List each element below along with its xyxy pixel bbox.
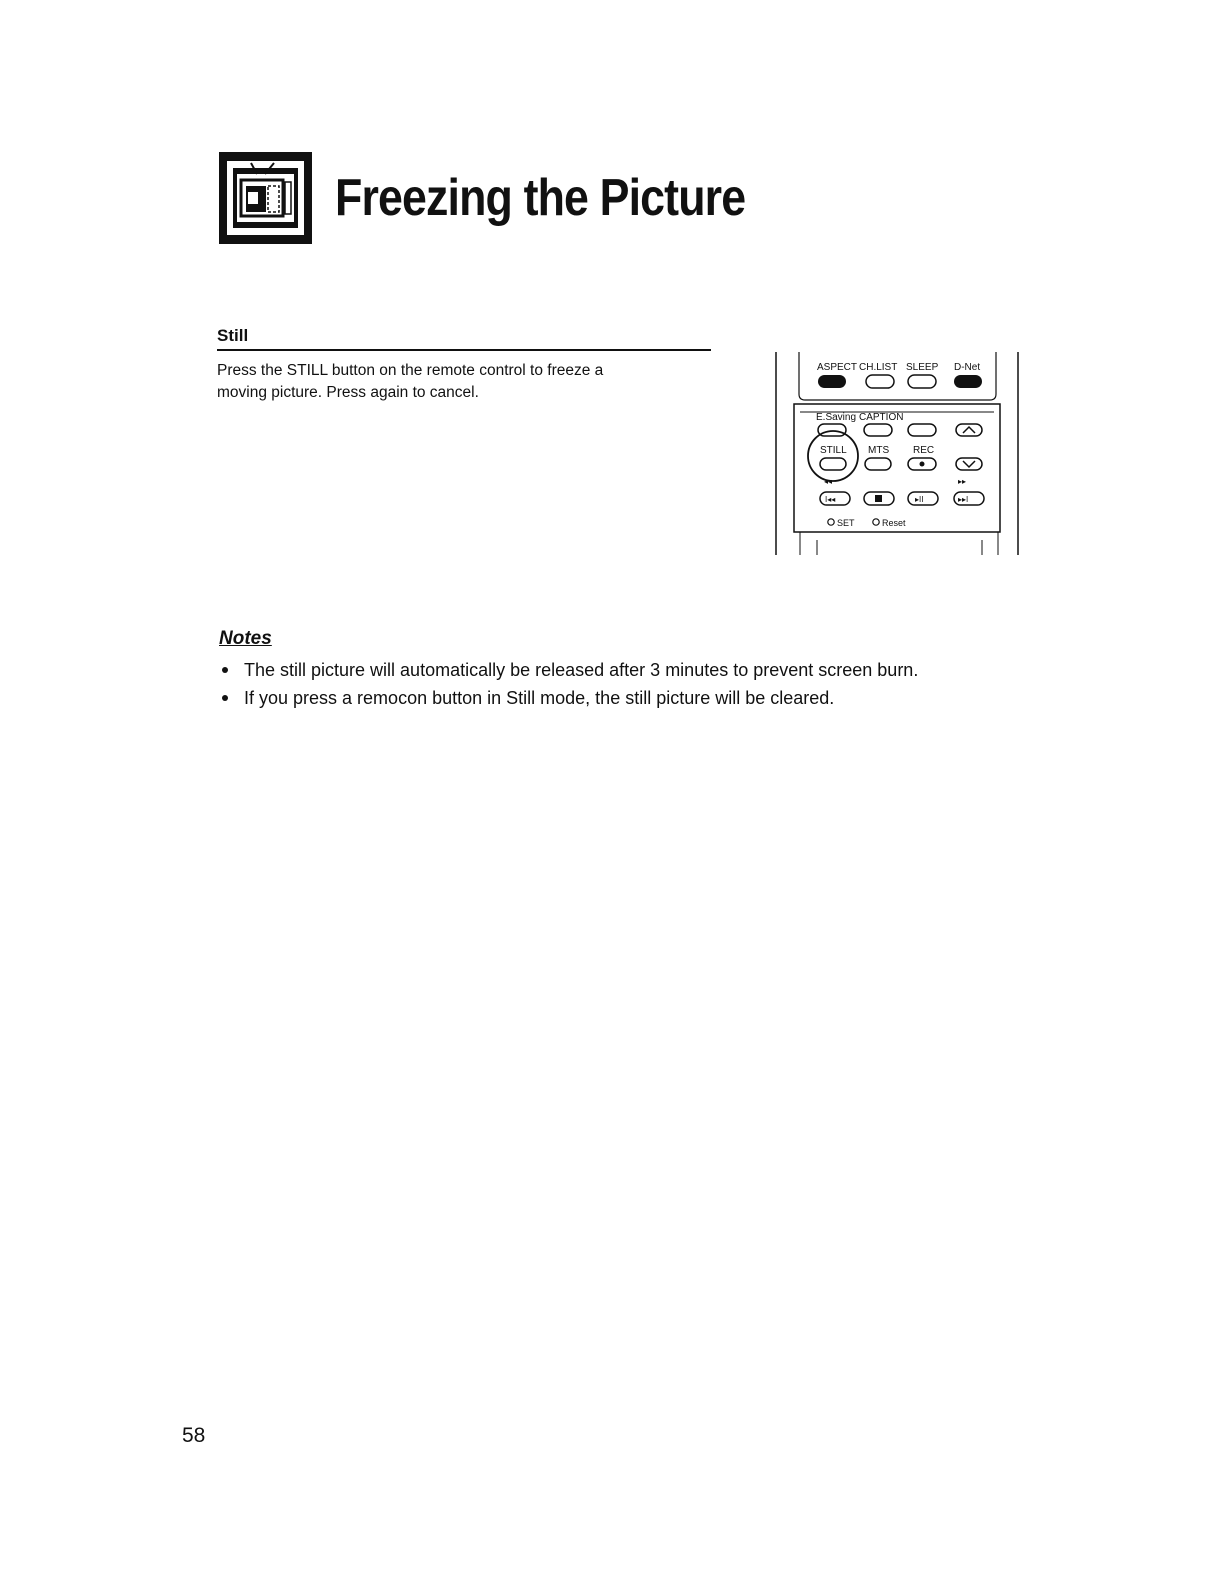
section-divider <box>217 349 711 351</box>
remote-label-dnet: D-Net <box>954 362 981 373</box>
record-dot-icon <box>920 462 925 467</box>
page-title: Freezing the Picture <box>335 169 746 227</box>
channel-down-button[interactable] <box>956 458 982 470</box>
page-number: 58 <box>182 1424 206 1447</box>
section-body-line-1: Press the STILL button on the remote control to freeze a <box>217 362 604 379</box>
fast-forward-icon: ▸▸ <box>958 477 967 486</box>
still-highlight-circle <box>808 431 858 481</box>
chlist-button[interactable] <box>866 375 894 388</box>
sleep-button[interactable] <box>908 375 936 388</box>
remote-label-sleep: SLEEP <box>906 362 939 373</box>
remote-label-esaving: E.Saving <box>816 412 857 423</box>
list-item <box>219 656 918 684</box>
section-body-line-2: moving picture. Press again to cancel. <box>217 384 479 401</box>
notes-list <box>219 656 918 712</box>
remote-control-illustration <box>772 352 1022 555</box>
section-body <box>217 360 717 404</box>
remote-label-reset: Reset <box>882 518 906 528</box>
notes-heading: Notes <box>219 628 272 649</box>
remote-label-mts: MTS <box>868 445 890 456</box>
list-item <box>219 684 918 712</box>
remote-label-still: STILL <box>820 445 847 456</box>
channel-up-button[interactable] <box>956 424 982 436</box>
remote-label-aspect: ASPECT <box>817 362 858 373</box>
bullet-icon <box>222 667 228 673</box>
caption-button[interactable] <box>864 424 892 436</box>
reset-hole-icon <box>873 519 879 525</box>
remote-label-caption: CAPTION <box>859 412 904 423</box>
note-text: The still picture will automatically be released after 3 minutes to prevent screen burn. <box>244 660 919 680</box>
skip-forward-icon: ▸▸I <box>958 495 969 504</box>
note-text: If you press a remocon button in Still mode, the still picture will be cleared. <box>244 688 835 708</box>
set-hole-icon <box>828 519 834 525</box>
remote-label-chlist: CH.LIST <box>859 362 898 373</box>
remote-label-rec: REC <box>913 445 935 456</box>
stop-icon <box>875 495 882 502</box>
remote-label-set: SET <box>837 518 855 528</box>
skip-back-icon: I◂◂ <box>825 495 836 504</box>
blank-button[interactable] <box>908 424 936 436</box>
rewind-icon: ◂◂ <box>824 477 833 486</box>
mts-button[interactable] <box>865 458 891 470</box>
section-heading: Still <box>217 326 249 345</box>
still-button[interactable] <box>820 458 846 470</box>
bullet-icon <box>222 695 228 701</box>
aspect-button[interactable] <box>818 375 846 388</box>
tv-icon <box>217 150 314 246</box>
dnet-button[interactable] <box>954 375 982 388</box>
play-pause-icon: ▸II <box>915 495 924 504</box>
